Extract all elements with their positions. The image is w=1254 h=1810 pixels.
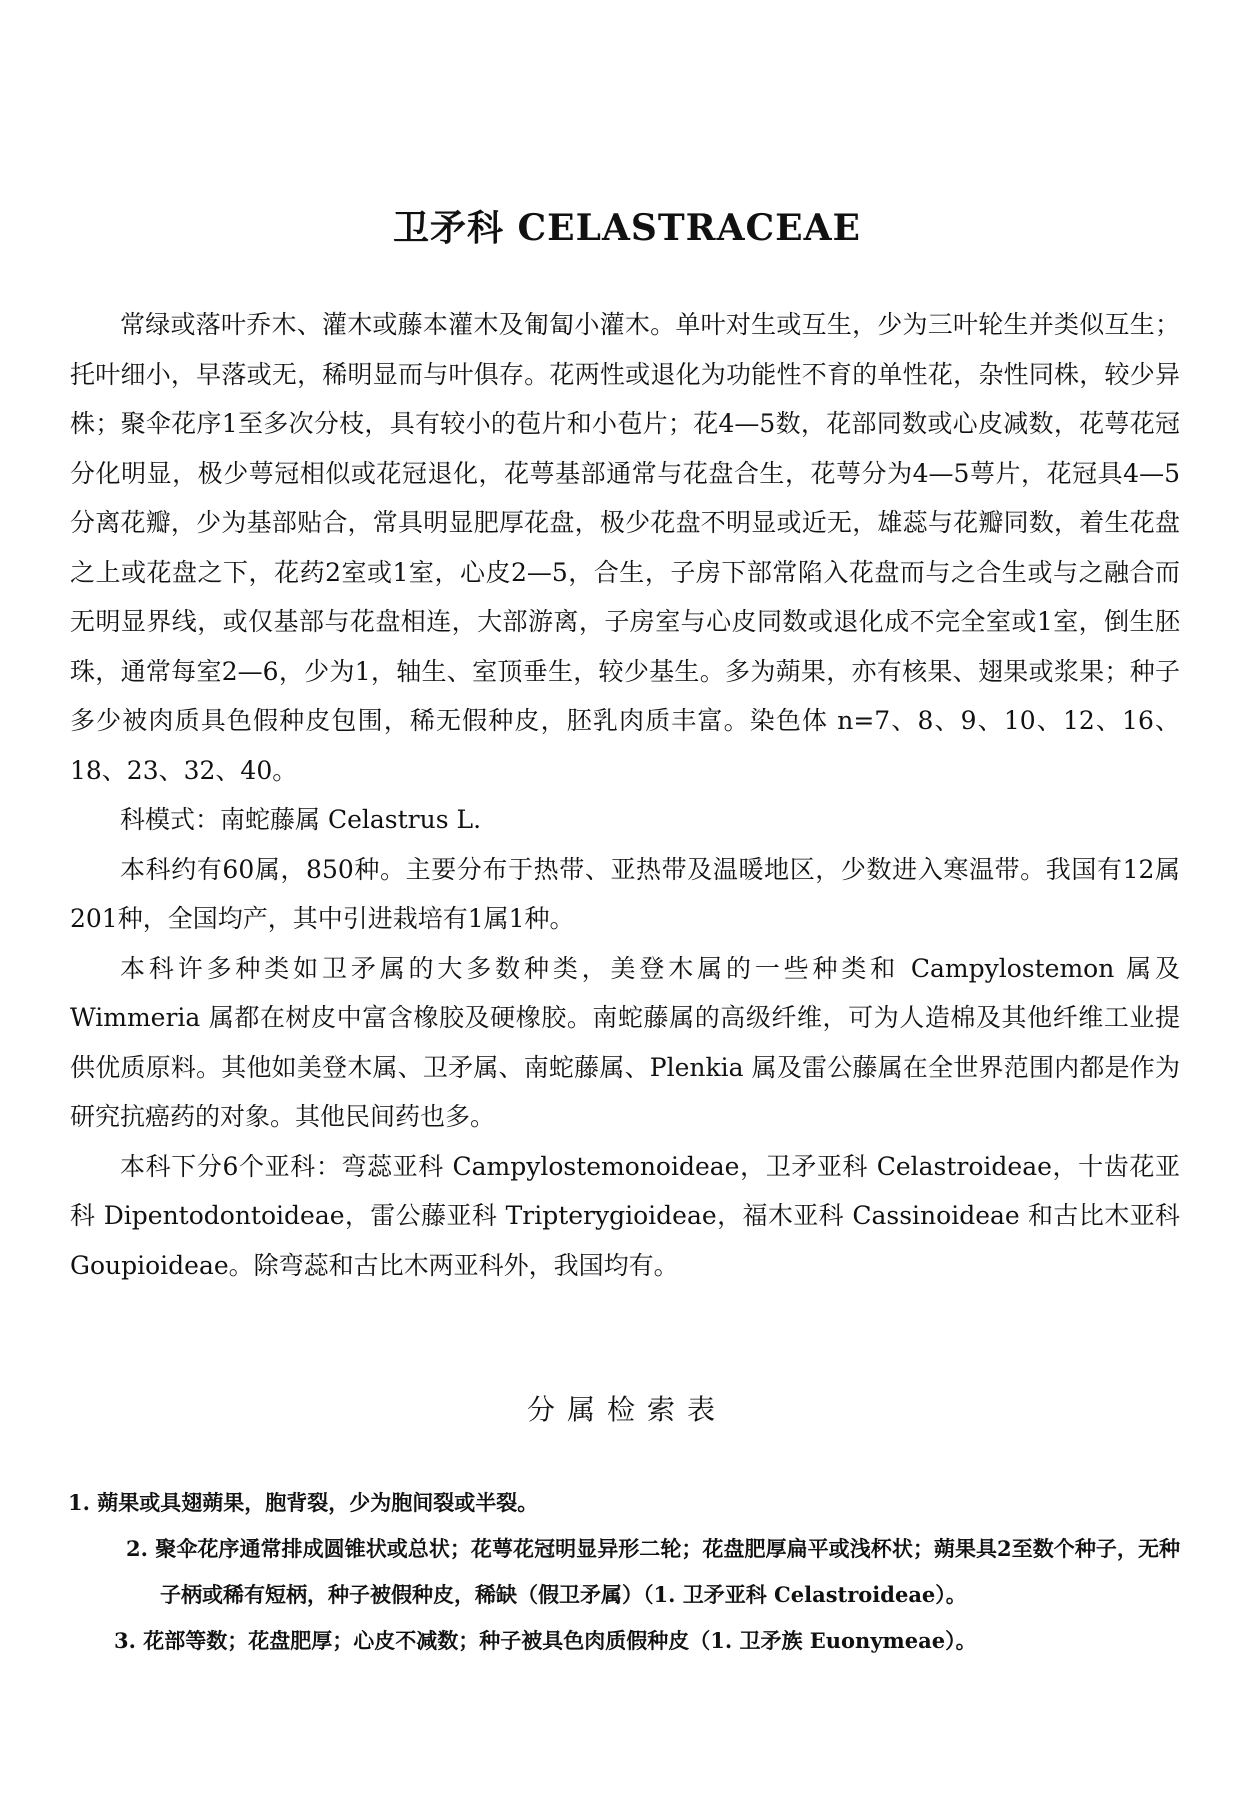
distribution-paragraph: 本科约有60属，850种。主要分布于热带、亚热带及温暖地区，少数进入寒温带。我国有12属201种，全国均产，其中引进栽培有1属1种。 (70, 854, 1180, 933)
uses-paragraph: 本科许多种类如卫矛属的大多数种类，美登木属的一些种类和 Campylostemon 属及 Wimmeria 属都在树皮中富含橡胶及硬橡胶。南蛇藤属的高级纤维，可为人造棉及其他纤维工业提供优质原料。其他如美登木属、卫矛属、南蛇藤属、Plenkia 属及雷公藤属在全世界范围内都是作为研究抗癌药的对象。其他民间药也多。 (70, 953, 1180, 1131)
key-entry-1: 1. 蒴果或具翅蒴果，胞背裂，少为胞间裂或半裂。 (68, 1490, 539, 1515)
family-title: 卫矛科 CELASTRACEAE (393, 207, 861, 249)
genus-key-title: 分属检索表 (526, 1393, 727, 1426)
key-entry-3: 3. 花部等数；花盘肥厚；心皮不减数；种子被具色肉质假种皮（1. 卫矛族 Euonymeae）。 (114, 1628, 977, 1653)
type-genus-paragraph: 科模式：南蛇藤属 Celastrus L. (120, 805, 482, 834)
genus-key (68, 1480, 1180, 1664)
subfamilies-paragraph: 本科下分6个亚科：弯蕊亚科 Campylostemonoideae，卫矛亚科 Celastroideae，十齿花亚科 Dipentodontoideae，雷公藤亚科 Tripterygioideae，福木亚科 Cassinoideae 和古比木亚科 Goupioideae。除弯蕊和古比木两亚科外，我国均有。 (70, 1151, 1180, 1280)
family-description (70, 300, 1180, 1290)
key-entry-2: 2. 聚伞花序通常排成圆锥状或总状；花萼花冠明显异形二轮；花盘肥厚扁平或浅杯状；蒴果具2至数个种子，无种子柄或稀有短柄，种子被假种皮，稀缺（假卫矛属）（1. 卫矛亚科 Celastroideae）。 (126, 1536, 1180, 1607)
description-paragraph: 常绿或落叶乔木、灌木或藤本灌木及匍匐小灌木。单叶对生或互生，少为三叶轮生并类似互生；托叶细小，早落或无，稀明显而与叶俱存。花两性或退化为功能性不育的单性花，杂性同株，较少异株；聚伞花序1至多次分枝，具有较小的苞片和小苞片；花4—5数，花部同数或心皮减数，花萼花冠分化明显，极少萼冠相似或花冠退化，花萼基部通常与花盘合生，花萼分为4—5萼片，花冠具4—5分离花瓣，少为基部贴合，常具明显肥厚花盘，极少花盘不明显或近无，雄蕊与花瓣同数，着生花盘之上或花盘之下，花药2室或1室，心皮2—5，合生，子房下部常陷入花盘而与之合生或与之融合而无明显界线，或仅基部与花盘相连，大部游离，子房室与心皮同数或退化成不完全室或1室，倒生胚珠，通常每室2—6，少为1，轴生、室顶垂生，较少基生。多为蒴果，亦有核果、翅果或浆果；种子多少被肉质具色假种皮包围，稀无假种皮，胚乳肉质丰富。染色体 n=7、8、9、10、12、16、18、23、32、40。 (70, 310, 1180, 785)
